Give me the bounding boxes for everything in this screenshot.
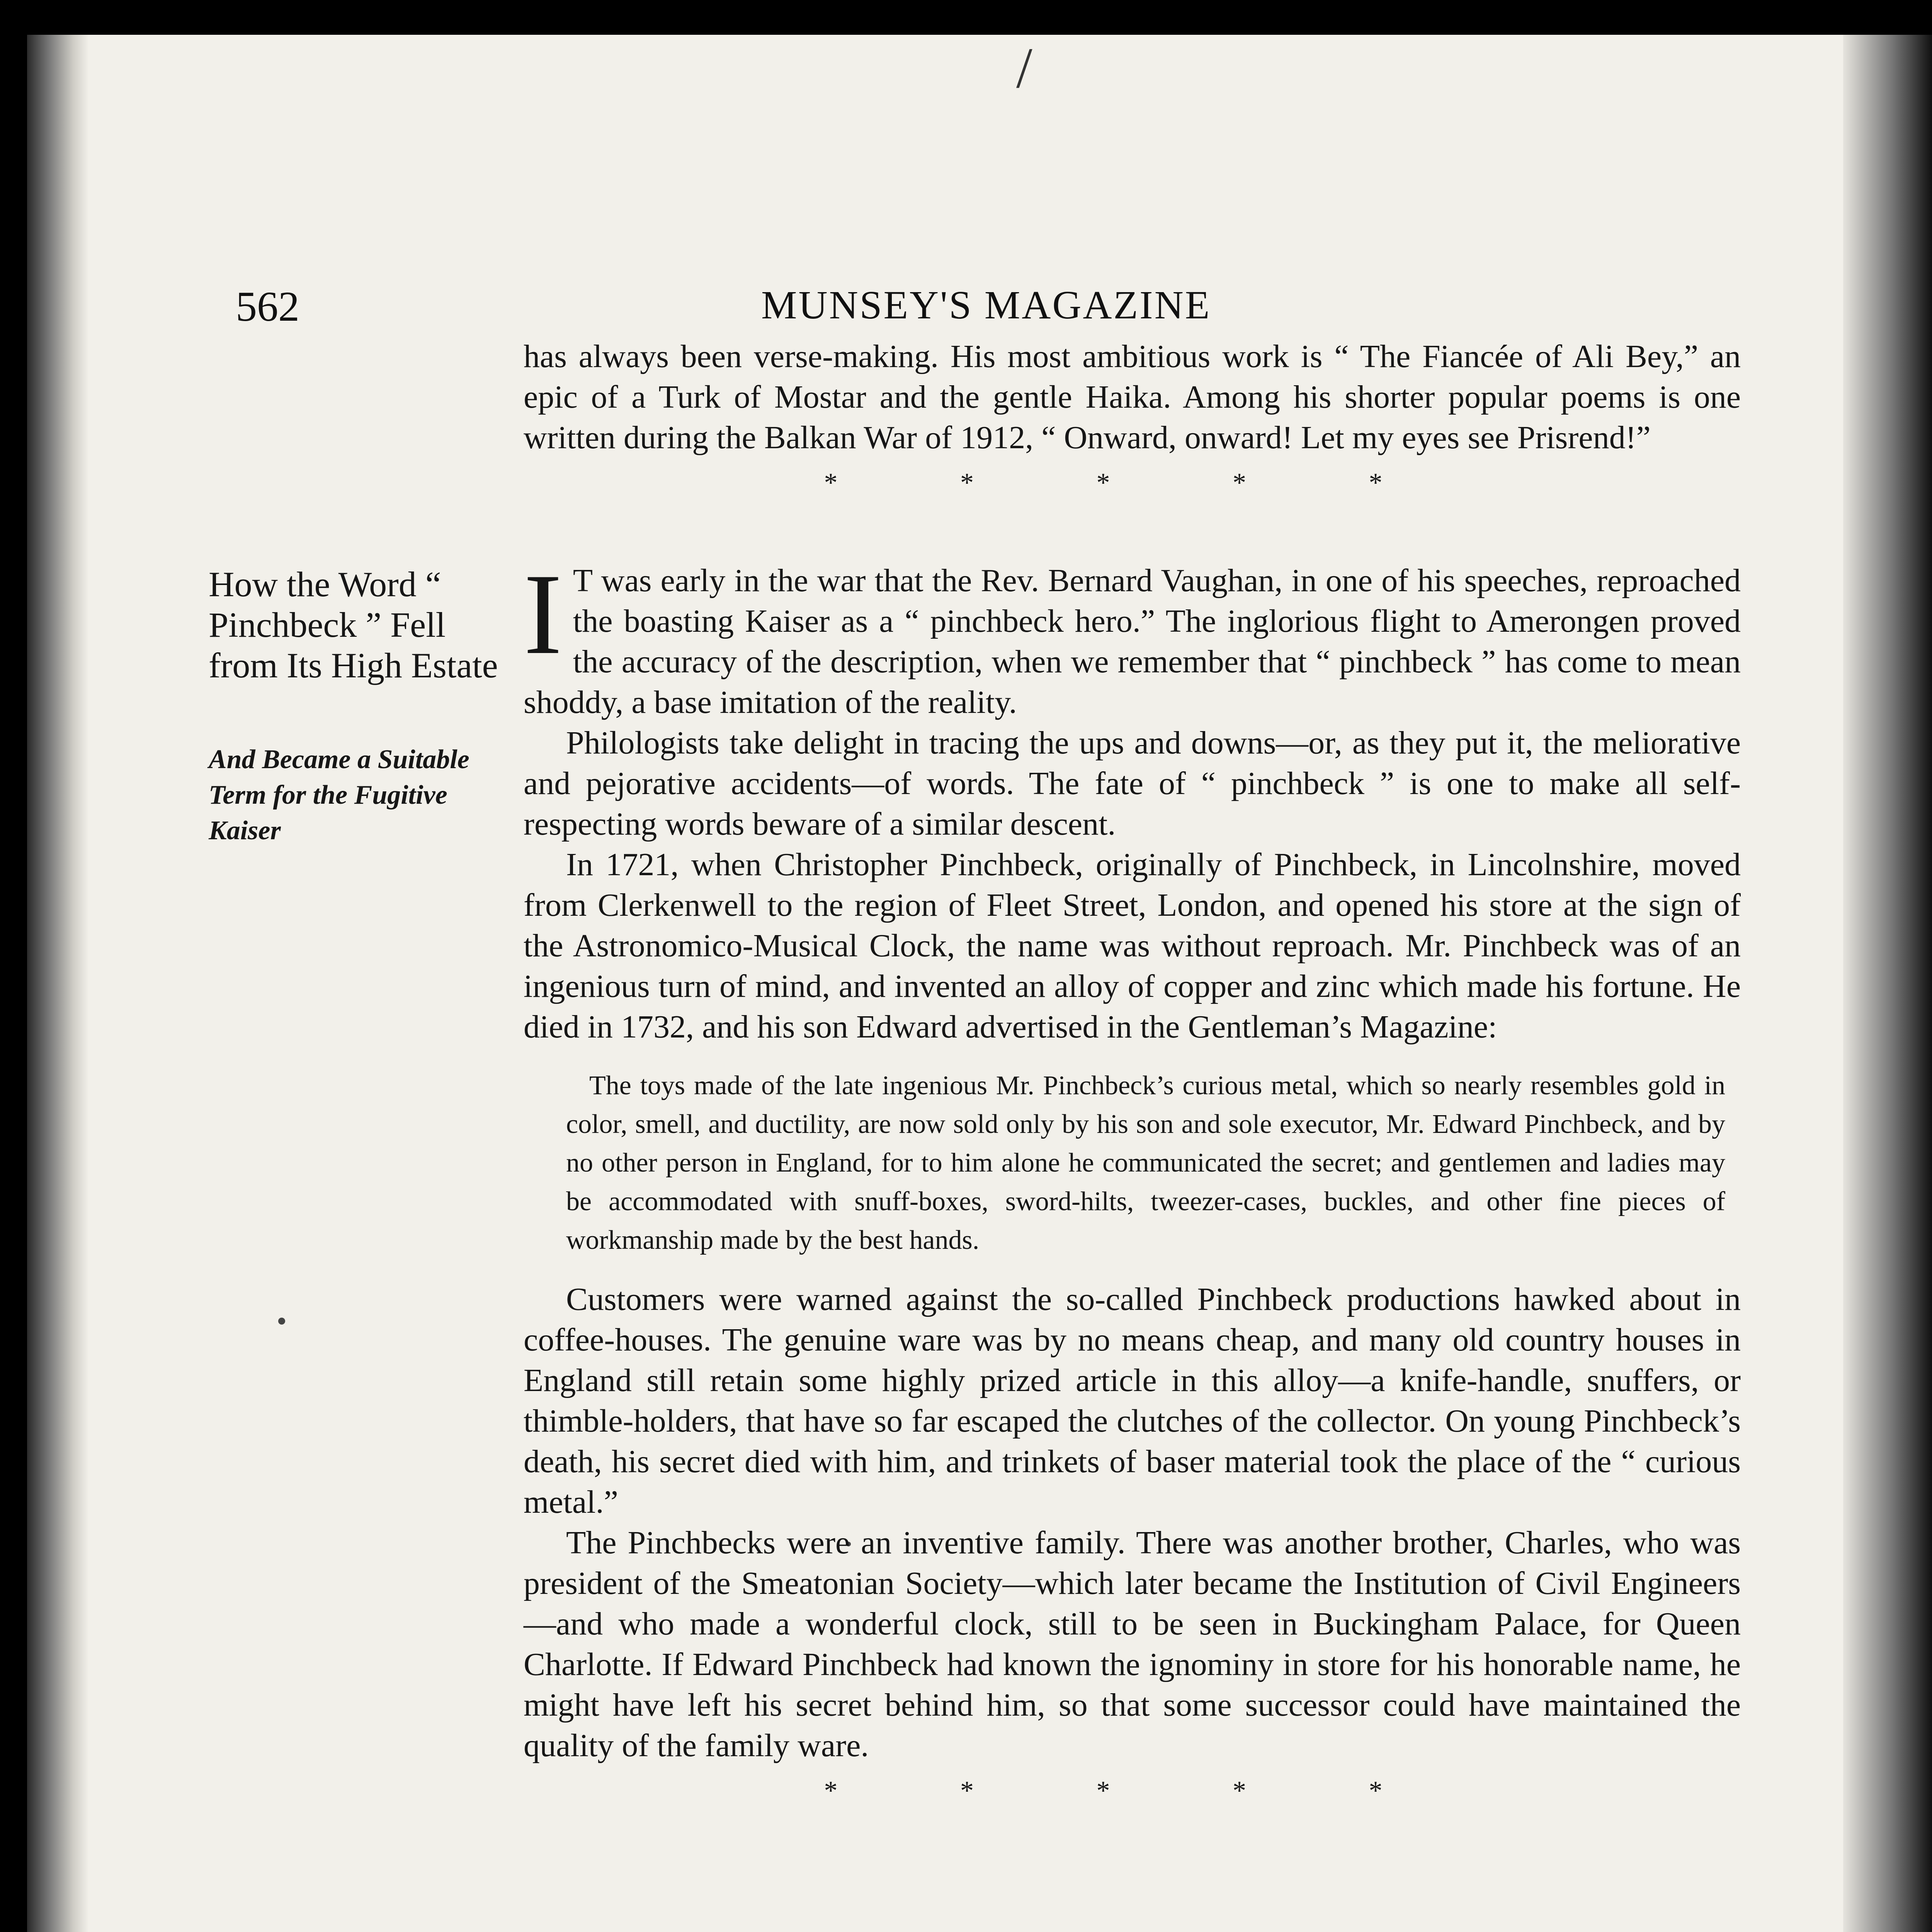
intro-paragraph: has always been verse-making. His most ambitious work is “ The Fiancée of Ali Bey,” an epic of a Turk of Mostar and the gentle Haika. Among his shorter popular poems is one written during the Balkan War of 1912, “ Onward, onward! Let my eyes see Prisrend!”	[524, 338, 1741, 456]
page-number: 562	[236, 283, 299, 330]
article1-paragraph-5: The Pinchbecks were an inventive family. There was another brother, Charles, who was president of the Smeatonian Society—which later became the Institution of Civil Engineers—and who made a wonderful clock, still to be seen in Buckingham Palace, for Queen Charlotte. If Edward Pinchbeck had known the ignominy in store for his honorable name, he might have left his secret behind him, so that some successor could have maintained the quality of the family ware.	[524, 1525, 1741, 1764]
article1-paragraph-2: Philologists take delight in tracing the ups and downs—or, as they put it, the meliorative and pejorative accidents—of words. The fate of “ pinchbeck ” is one to make all self-respecting words beware of a similar descent.	[524, 725, 1741, 842]
article1-side-heading: How the Word “ Pinchbeck ” Fell from Its High Estate	[209, 565, 498, 685]
intro-block	[524, 336, 1741, 508]
article1-paragraph-1	[524, 550, 1741, 723]
article1-paragraph-1-text: T was early in the war that the Rev. Bernard Vaughan, in one of his speeches, reproached the boasting Kaiser as a “ pinchbeck hero.” The inglorious flight to Amerongen proved the accuracy of the description, when we remember that “ pinchbeck ” has come to mean shoddy, a base imitation of the reality.	[524, 563, 1741, 720]
article1-body	[524, 550, 1741, 1816]
article1-paragraph-3: In 1721, when Christopher Pinchbeck, originally of Pinchbeck, in Lincolnshire, moved from Clerkenwell to the region of Fleet Street, London, and opened his store at the sign of the Astronomico-Musical Clock, the name was without reproach. Mr. Pinchbeck was of an ingenious turn of mind, and invented an alloy of copper and zinc which made his fortune. He died in 1732, and his son Edward advertised in the Gentleman’s Magazine:	[524, 847, 1741, 1045]
ink-speck	[278, 1318, 285, 1325]
facing-page-edge	[1843, 35, 1932, 1932]
scanned-page	[27, 35, 1932, 1932]
page-binding-shadow	[27, 35, 89, 1932]
article1-quote: The toys made of the late ingenious Mr. Pinchbeck’s curious metal, which so nearly resembles gold in color, smell, and ductility, are now sold only by his son and sole executor, Mr. Edward Pinchbeck, and by no other person in England, for to him alone he communicated the secret; and gentlemen and ladies may be accommodated with snuff-boxes, sword-hilts, tweezer-cases, buckles, and other fine pieces of workmanship made by the best hands.	[566, 1071, 1725, 1255]
section-separator: * * * * *	[824, 468, 1440, 498]
article1-paragraph-4: Customers were warned against the so-called Pinchbeck productions hawked about in coffee-houses. The genuine ware was by no means cheap, and many old country houses in England still retain some highly prized article in this alloy—a knife-handle, snuffers, or thimble-holders, that have so far escaped the clutches of the collector. On young Pinchbeck’s death, his secret died with him, and trinkets of baser material took the place of the “ curious metal.”	[524, 1281, 1741, 1520]
section-separator: * * * * *	[824, 1776, 1440, 1806]
drop-cap: I	[524, 550, 562, 678]
article1-side-subheading: And Became a Suitable Term for the Fugitive Kaiser	[209, 745, 469, 845]
running-head: MUNSEY'S MAGAZINE	[761, 283, 1211, 327]
margin-mark: /	[1016, 36, 1032, 100]
